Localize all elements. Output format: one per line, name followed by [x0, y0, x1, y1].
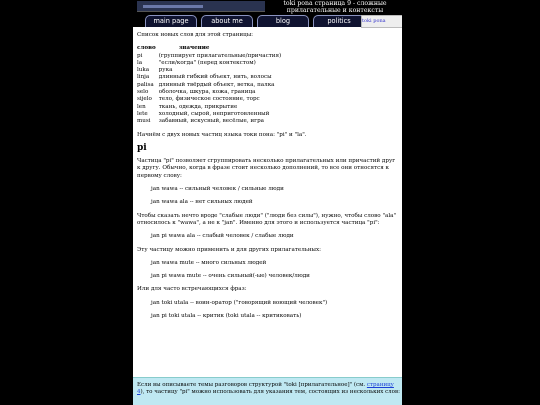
vocab-header-meaning: значение: [178, 45, 210, 52]
section-heading-pi: pi: [137, 142, 147, 153]
vocab-row: [137, 96, 284, 103]
paragraph: Чтобы сказать нечто вроде "слабые люди" ("люди без силы"), нужно, чтобы слово "ala" относилось к "wawa", а не к "jan". Именно для этого и используется частица "pi":: [137, 212, 397, 226]
example-line: jan wawa mute -- много сильных людей: [151, 259, 267, 266]
tab-about-me[interactable]: about me: [201, 15, 253, 27]
vocab-word: musi: [137, 118, 151, 125]
vocab-row: [137, 53, 284, 60]
note-text: [137, 382, 402, 396]
note-box: [133, 377, 402, 405]
vocab-word: pi: [137, 52, 143, 59]
paragraph: Или для часто встречающихся фраз:: [137, 286, 247, 293]
vocab-meaning: ткань, одежда, прикрытие: [158, 103, 238, 110]
note-text-before: Если вы описываете темы разговоров структурой "toki [прилагательное]" (см.: [137, 382, 367, 388]
vocab-meaning: тело, физическое состояние, торс: [158, 96, 260, 103]
vocab-meaning: оболочка, шкура, кожа, граница: [158, 89, 256, 96]
vocab-word: la: [137, 59, 143, 66]
page-title: toki pona страница 9 - сложные прилагательные и контексты: [283, 0, 387, 14]
vocab-row: [137, 74, 284, 81]
article-body: [137, 32, 399, 326]
vocab-meaning: длинный гибкий объект, нить, волосы: [158, 74, 272, 81]
vocab-word: linja: [137, 74, 150, 81]
vocab-meaning: (группирует прилагательные/причастия): [158, 52, 282, 59]
vocab-meaning: рука: [158, 67, 173, 74]
paragraph: Эту частицу можно применить и для других прилагательных:: [137, 246, 322, 253]
note-text-after: ), то частицу "pi" можно использовать для указания тем, состоящих из нескольких слов:: [140, 389, 400, 395]
lead-text: Начнём с двух новых частиц языка токи пона: "pi" и "la".: [137, 131, 307, 138]
tab-main-page[interactable]: main page: [145, 15, 197, 27]
example-line: jan toki utala -- воин-оратор ("говорящий воющий человек"): [151, 299, 328, 306]
vocab-meaning: "если/когда" (перед контекстом): [158, 59, 256, 66]
vocab-meaning: забавный, искусный, весёлые, игра: [158, 118, 265, 125]
vocab-row: [137, 82, 284, 89]
example-line: jan wawa -- сильный человек / сильные люди: [151, 186, 284, 193]
tab-blog[interactable]: blog: [257, 15, 309, 27]
header-image: toki pona: [361, 15, 402, 28]
vocab-word: len: [137, 103, 146, 110]
vocab-word: lete: [137, 110, 148, 117]
content-column: [133, 0, 402, 405]
intro-text: Список новых слов для этой страницы:: [137, 32, 254, 38]
vocab-meaning: длинный твёрдый объект, ветка, палка: [158, 81, 275, 88]
vocab-meaning: холодный, сырой, неприготовленный: [158, 110, 270, 117]
example-line: jan pi wawa mute -- очень сильный(-ые) человек/люди: [151, 273, 310, 280]
tab-politics[interactable]: politics: [313, 15, 365, 27]
vocab-row: [137, 60, 284, 67]
site-header: [133, 0, 402, 27]
vocab-table: [137, 45, 284, 125]
vocab-word: luka: [137, 67, 150, 74]
example-line: jan pi wawa ala -- слабый человек / слабые люди: [151, 233, 294, 240]
vocab-word: sijelo: [137, 96, 152, 103]
vocab-row: [137, 118, 284, 125]
vocab-word: selo: [137, 89, 149, 96]
vocab-header-word: слово: [137, 45, 156, 52]
example-line: jan pi toki utala -- критик (toki utala -- критиковать): [151, 313, 302, 320]
site-logo[interactable]: [137, 1, 265, 12]
vocab-word: palisa: [137, 81, 154, 88]
vocab-header-row: [137, 45, 284, 52]
example-line: jan wawa ala -- нет сильных людей: [151, 199, 253, 206]
vocab-row: [137, 104, 284, 111]
paragraph: Частица "pi" позволяет сгруппировать несколько прилагательных или причастий друг к другу. Обычно, когда в фразе стоит несколько дополнений, то все они относятся к первому слову:: [137, 158, 396, 179]
page-4-link[interactable]: страницу 4: [137, 382, 394, 395]
